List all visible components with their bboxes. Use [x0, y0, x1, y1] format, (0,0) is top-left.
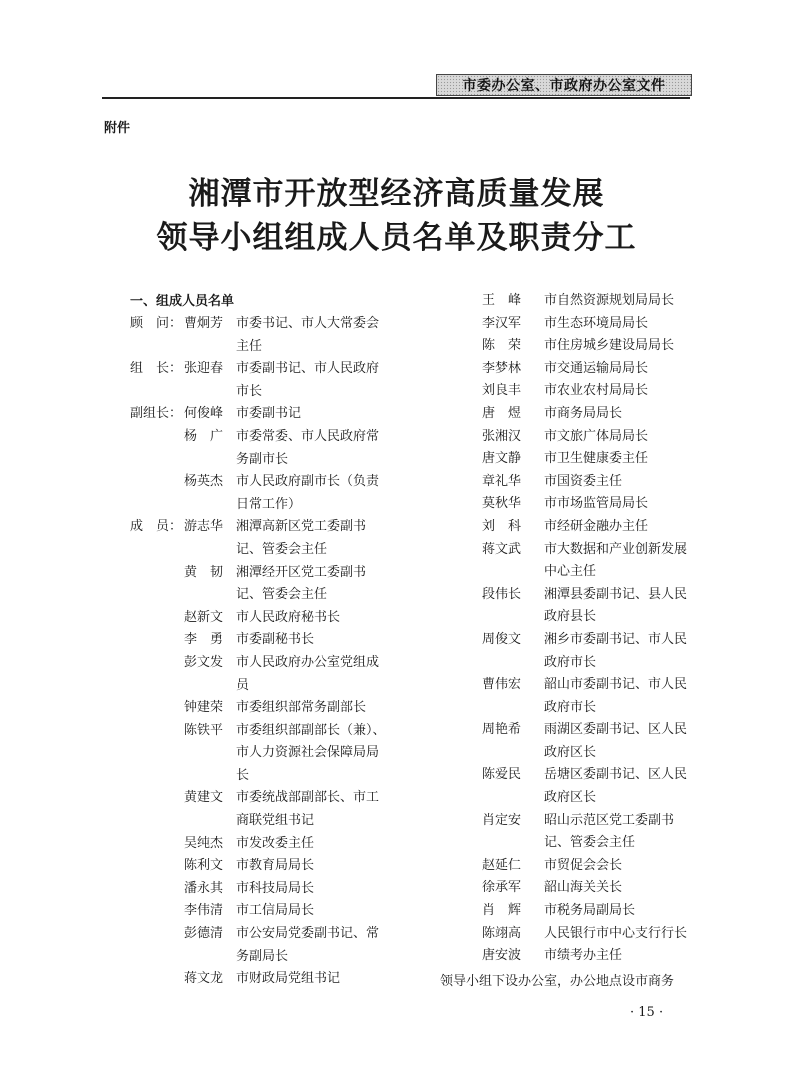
member-row — [130, 629, 400, 652]
member-name: 徐承军 — [482, 880, 522, 896]
member-row — [130, 607, 400, 630]
member-row — [130, 720, 400, 788]
member-name: 李伟清 — [184, 903, 224, 919]
member-row — [130, 516, 400, 561]
member-position: 市绩考办主任 — [544, 948, 623, 964]
member-name: 周俊文 — [482, 631, 522, 647]
document-header-badge — [436, 74, 692, 96]
member-name: 彭德清 — [184, 926, 224, 942]
member-role — [130, 720, 184, 788]
member-row — [482, 584, 694, 629]
member-role — [130, 968, 184, 991]
member-name: 张迎春 — [184, 361, 224, 377]
member-name: 潘永其 — [184, 880, 224, 896]
member-name: 何俊峰 — [184, 406, 224, 422]
page-number: · 15 · — [630, 1005, 664, 1020]
member-name: 黄 韧 — [184, 564, 224, 580]
member-row — [130, 471, 400, 516]
member-name: 刘 科 — [482, 518, 522, 534]
member-position: 市人民政府办公室党组成员 — [236, 654, 380, 693]
member-list-left — [130, 313, 400, 991]
member-name: 蒋文龙 — [184, 971, 224, 987]
member-position: 市科技局局长 — [236, 880, 315, 896]
header-divider — [102, 97, 690, 99]
member-row — [130, 652, 400, 697]
member-name: 章礼华 — [482, 473, 522, 489]
member-role — [130, 607, 184, 630]
member-row — [130, 968, 400, 991]
member-name: 李梦林 — [482, 360, 522, 376]
member-name: 唐 煜 — [482, 405, 522, 421]
member-position: 市公安局党委副书记、常务副局长 — [236, 926, 380, 964]
member-name: 陈翊高 — [482, 925, 522, 941]
member-name: 黄建文 — [184, 790, 224, 806]
member-position: 市文旅广体局局长 — [544, 428, 649, 444]
member-role — [130, 900, 184, 923]
member-list-right — [482, 290, 694, 968]
member-position: 市卫生健康委主任 — [544, 451, 649, 467]
member-name: 王 峰 — [482, 293, 522, 308]
member-role: 副组长： — [130, 406, 183, 422]
member-name: 蒋文武 — [482, 541, 522, 557]
member-row — [130, 787, 400, 832]
member-role — [130, 787, 184, 832]
member-role — [130, 426, 184, 471]
member-position: 市委组织部常务副部长 — [236, 700, 367, 716]
member-row — [482, 810, 694, 855]
member-position: 市农业农村局局长 — [544, 383, 649, 399]
member-name: 钟建荣 — [184, 700, 224, 716]
member-row — [482, 877, 694, 900]
member-name: 彭文发 — [184, 654, 224, 670]
member-row — [130, 833, 400, 856]
member-name: 曹伟宏 — [482, 677, 522, 693]
member-position: 市自然资源规划局局长 — [544, 293, 675, 308]
member-row — [482, 471, 694, 494]
member-position: 市生态环境局局长 — [544, 315, 649, 331]
member-position: 人民银行市中心支行行长 — [544, 925, 688, 941]
member-row — [482, 313, 694, 336]
page-title-line-1: 湘潭市开放型经济高质量发展 — [188, 176, 605, 212]
member-name: 吴纯杰 — [184, 835, 224, 851]
member-name: 唐安波 — [482, 948, 522, 964]
member-row — [482, 719, 694, 764]
member-role — [130, 562, 184, 607]
member-name: 李汉军 — [482, 315, 522, 331]
member-position: 市发改委主任 — [236, 835, 315, 851]
member-row — [482, 380, 694, 403]
closing-paragraph: 领导小组下设办公室，办公地点设市商务 — [440, 974, 675, 989]
member-position: 湘潭县委副书记、县人民政府县长 — [544, 586, 688, 625]
member-row — [482, 629, 694, 674]
member-role: 顾 问： — [130, 316, 183, 331]
member-position: 昭山示范区党工委副书记、管委会主任 — [544, 812, 675, 851]
member-name: 游志华 — [184, 519, 224, 535]
member-row — [130, 697, 400, 720]
page-title-line-2: 领导小组组成人员名单及职责分工 — [156, 220, 637, 256]
member-row — [130, 900, 400, 923]
member-name: 张湘汉 — [482, 428, 522, 444]
member-row — [130, 923, 400, 968]
member-position: 市经研金融办主任 — [544, 518, 649, 534]
member-name: 肖 辉 — [482, 903, 522, 919]
member-position: 湘潭高新区党工委副书记、管委会主任 — [236, 519, 367, 557]
member-position: 市贸促会会长 — [544, 857, 623, 873]
member-row — [130, 426, 400, 471]
member-role: 组 长： — [130, 361, 183, 377]
member-row — [482, 674, 694, 719]
header-badge-text: 市委办公室、市政府办公室文件 — [462, 78, 666, 94]
member-name: 陈 荣 — [482, 338, 522, 354]
member-position: 市委常委、市人民政府常务副市长 — [236, 428, 380, 467]
member-position: 市委副书记 — [236, 406, 302, 422]
member-position: 湘潭经开区党工委副书记、管委会主任 — [236, 564, 367, 603]
member-position: 市交通运输局局长 — [544, 360, 649, 376]
member-row — [130, 313, 400, 358]
member-position: 市教育局局长 — [236, 858, 315, 874]
member-row — [482, 426, 694, 449]
member-position: 市委副秘书长 — [236, 632, 315, 648]
member-position: 市商务局局长 — [544, 405, 623, 421]
member-row — [130, 403, 400, 426]
member-row — [482, 290, 694, 313]
member-role — [130, 471, 184, 516]
section-heading: 一、组成人员名单 — [130, 294, 235, 309]
member-name: 陈铁平 — [184, 722, 224, 738]
member-row — [482, 923, 694, 946]
member-name: 肖定安 — [482, 812, 522, 828]
member-name: 周艳希 — [482, 722, 522, 738]
member-position: 市税务局副局长 — [544, 903, 636, 919]
member-name: 杨英杰 — [184, 474, 224, 490]
member-position: 市委副书记、市人民政府市长 — [236, 361, 380, 399]
member-name: 段伟长 — [482, 586, 522, 602]
member-position: 市住房城乡建设局局长 — [544, 338, 675, 354]
member-row — [482, 358, 694, 381]
member-row — [482, 764, 694, 809]
member-name: 莫秋华 — [482, 496, 522, 512]
member-position: 市市场监管局局长 — [544, 496, 649, 512]
member-position: 韶山海关关长 — [544, 880, 623, 896]
member-name: 赵新文 — [184, 609, 224, 625]
member-row — [482, 493, 694, 516]
member-role — [130, 923, 184, 968]
member-name: 曹炯芳 — [184, 316, 224, 331]
member-position: 市工信局局长 — [236, 903, 315, 919]
member-row — [130, 855, 400, 878]
member-position: 韶山市委副书记、市人民政府市长 — [544, 677, 688, 715]
member-position: 市财政局党组书记 — [236, 971, 341, 987]
member-position: 市委组织部副部长（兼）、市人力资源社会保障局局长 — [236, 722, 386, 783]
member-role — [130, 855, 184, 878]
member-position: 雨湖区委副书记、区人民政府区长 — [544, 722, 688, 760]
member-name: 陈爱民 — [482, 767, 522, 783]
member-role — [130, 652, 184, 697]
member-row — [130, 562, 400, 607]
member-position: 市国资委主任 — [544, 473, 623, 489]
member-row — [482, 945, 694, 968]
member-role — [130, 697, 184, 720]
member-position: 湘乡市委副书记、市人民政府市长 — [544, 631, 688, 670]
member-position: 市人民政府副市长（负责日常工作） — [236, 474, 380, 512]
member-row — [130, 358, 400, 403]
member-row — [130, 878, 400, 901]
member-row — [482, 900, 694, 923]
member-role: 成 员： — [130, 519, 183, 535]
member-role — [130, 629, 184, 652]
member-role — [130, 878, 184, 901]
member-position: 市大数据和产业创新发展中心主任 — [544, 541, 688, 580]
member-row — [482, 855, 694, 878]
member-name: 赵延仁 — [482, 857, 522, 873]
member-position: 岳塘区委副书记、区人民政府区长 — [544, 767, 688, 806]
member-row — [482, 448, 694, 471]
member-row — [482, 539, 694, 584]
member-row — [482, 516, 694, 539]
member-name: 刘良丰 — [482, 383, 522, 399]
member-position: 市委统战部副部长、市工商联党组书记 — [236, 790, 380, 829]
member-name: 唐文静 — [482, 451, 522, 467]
member-position: 市人民政府秘书长 — [236, 609, 341, 625]
member-position: 市委书记、市人大常委会主任 — [236, 316, 380, 354]
member-name: 李 勇 — [184, 632, 224, 648]
member-name: 陈利文 — [184, 858, 224, 874]
member-role — [130, 833, 184, 856]
member-name: 杨 广 — [184, 428, 224, 444]
member-row — [482, 403, 694, 426]
member-row — [482, 335, 694, 358]
attachment-label: 附件 — [104, 121, 131, 136]
